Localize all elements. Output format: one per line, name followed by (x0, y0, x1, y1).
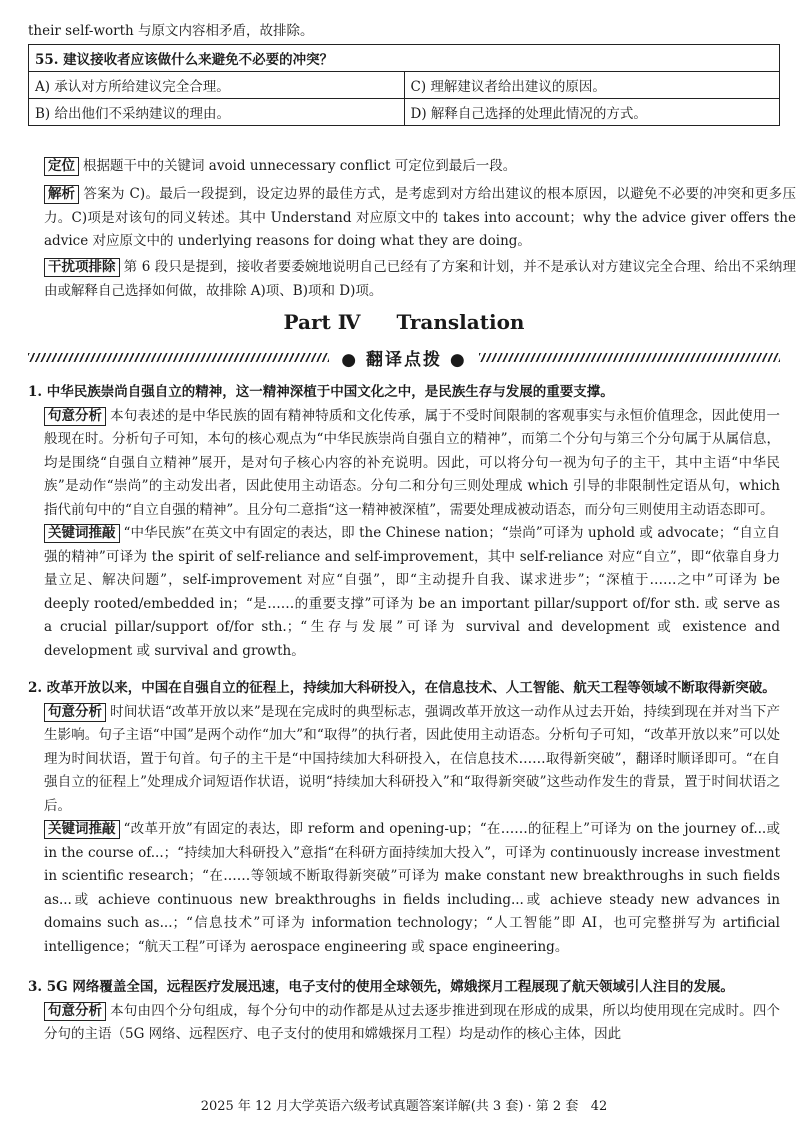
footer-text: 2025 年 12 月大学英语六级考试真题答案详解(共 3 套) · 第 2 套 (200, 1099, 579, 1114)
analysis-text: 答案为 C)。最后一段提到，设定边界的最佳方式，是考虑到对方给出建议的根本原因，以避免不必要的冲突和更多压力。C)项是对该句的同义转述。其中 Understand 对应原文中的 takes into account；why the advice giver offers the advice 对应原文中的 underlying reasons for doing what they are doing。 (44, 186, 796, 249)
part-title (28, 308, 780, 336)
keywords-tag: 关键词推敲 (44, 524, 120, 543)
part-number: Part Ⅳ (283, 310, 361, 334)
item-1-head: 1. 中华民族崇尚自强自立的精神，这一精神深植于中国文化之中，是民族生存与发展的重要支撑。 (28, 384, 614, 400)
option-b: B) 给出他们不采纳建议的理由。 (29, 99, 405, 126)
item-3 (28, 976, 780, 1047)
hatch-left (28, 353, 329, 362)
keywords-tag: 关键词推敲 (44, 820, 120, 839)
sentence-tag: 句意分析 (44, 1002, 106, 1021)
item-3-head: 3. 5G 网络覆盖全国，远程医疗发展迅速，电子支付的使用全球领先，嫦娥探月工程展现了航天领域引人注目的发展。 (28, 979, 734, 995)
analysis-section (28, 183, 796, 254)
banner-title: ● 翻译点拨 ● (341, 349, 467, 370)
item-1 (28, 381, 780, 663)
item-1-keywords (28, 522, 780, 663)
item-2-keywords (28, 818, 780, 959)
carryover-line: their self-worth 与原文内容相矛盾，故排除。 (28, 23, 314, 39)
item-2 (28, 677, 780, 959)
item-1-sentence-text: 本句表述的是中华民族的固有精神特质和文化传承，属于不受时间限制的客观事实与永恒价值理念，因此使用一般现在时。分析句子可知，本句的核心观点为“中华民族崇尚自强自立的精神”，而第二个分句与第三个分句属于从属信息，均是围绕“自强自立精神”展开，是对句子核心内容的补充说明。因此，可以将分句一视为句子的主干，其中主语“中华民族”是动作“崇尚”的主动发出者，因此使用主动语态。分句二和分句三则处理成 which 引导的非限制性定语从句，which 指代前句中的“自立自强的精神”。且分句二意指“这一精神被深植”，需要处理成被动语态，而分句三则使用主动语态即可。 (44, 407, 780, 518)
locate-tag: 定位 (44, 157, 79, 176)
item-2-keywords-text: “改革开放”有固定的表达，即 reform and opening-up；“在……的征程上”可译为 on the journey of...或 in the course of...；“持续加大科研投入”意指“在科研方面持续加大投入”，可译为 continuously increase investment in scientific research；“在……等领域不断取得新突破”可译为 make constant new breakthroughs in such fields as...或 achieve continuous new breakthroughs in fields including...或 achieve steady new advances in domains such as...；“信息技术”可译为 information technology；“人工智能”即 AI，也可完整拼写为 artificial intelligence；“航天工程”可译为 aerospace engineering 或 space engineering。 (44, 821, 780, 955)
question-55-table (28, 44, 780, 126)
item-3-sentence (28, 1000, 780, 1047)
locate-text: 根据题干中的关键词 avoid unnecessary conflict 可定位到最后一段。 (83, 158, 517, 174)
page-number: 42 (590, 1099, 608, 1114)
item-2-sentence (28, 701, 780, 819)
item-3-sentence-text: 本句由四个分句组成，每个分句中的动作都是从过去逐步推进到现在形成的成果，所以均使用现在完成时。四个分句的主语（5G 网络、远程医疗、电子支付的使用和嫦娥探月工程）均是动作的核心主体，因此 (44, 1002, 780, 1042)
item-1-keywords-text: “中华民族”在英文中有固定的表达，即 the Chinese nation；“崇尚”可译为 uphold 或 advocate；“自立自强的精神”可译为 the spirit of self-reliance and self-improvement，其中 self-reliance 对应“自立”，即“依靠自身力量立足、解决问题”，self-improvement 对应“自强”，即“主动提升自我、谋求进步”；“深植于……之中”可译为 be deeply rooted/embedded in；“是……的重要支撑”可译为 be an important pillar/support of/for sth. 或 serve as a crucial pillar/support of/for sth.；“生存与发展”可译为 survival and development 或 existence and development 或 survival and growth。 (44, 525, 780, 659)
option-a: A) 承认对方所给建议完全合理。 (29, 72, 405, 99)
distractor-text: 第 6 段只是提到，接收者要委婉地说明自己已经有了方案和计划，并不是承认对方建议完全合理、给出不采纳理由或解释自己选择如何做，故排除 A)项、B)项和 D)项。 (44, 259, 796, 299)
section-banner (28, 345, 780, 369)
page-footer (28, 1095, 780, 1114)
part-name: Translation (396, 310, 525, 334)
hatch-right (479, 353, 780, 362)
distractor-tag: 干扰项排除 (44, 258, 120, 277)
item-2-sentence-text: 时间状语“改革开放以来”是现在完成时的典型标志，强调改革开放这一动作从过去开始，持续到现在并对当下产生影响。句子主语“中国”是两个动作“加大”和“取得”的执行者，因此使用主动语态。分析句子可知，“改革开放以来”可以处理为时间状语，置于句首。句子的主干是“中国持续加大科研投入，在信息技术……取得新突破”，翻译时顺译即可。“在自强自立的征程上”处理成介词短语作状语，说明“持续加大科研投入”和“取得新突破”这些动作发生的背景，置于时间状语之后。 (44, 703, 780, 814)
item-2-head: 2. 改革开放以来，中国在自强自立的征程上，持续加大科研投入，在信息技术、人工智能、航天工程等领域不断取得新突破。 (28, 680, 776, 696)
distractor-section (28, 256, 796, 303)
locate-section (28, 155, 796, 179)
option-c: C) 理解建议者给出建议的原因。 (404, 72, 780, 99)
question-stem: 55. 建议接收者应该做什么来避免不必要的冲突？ (29, 45, 780, 72)
option-d: D) 解释自己选择的处理此情况的方式。 (404, 99, 780, 126)
analysis-tag: 解析 (44, 185, 79, 204)
item-1-sentence (28, 405, 780, 523)
sentence-tag: 句意分析 (44, 703, 106, 722)
sentence-tag: 句意分析 (44, 407, 106, 426)
